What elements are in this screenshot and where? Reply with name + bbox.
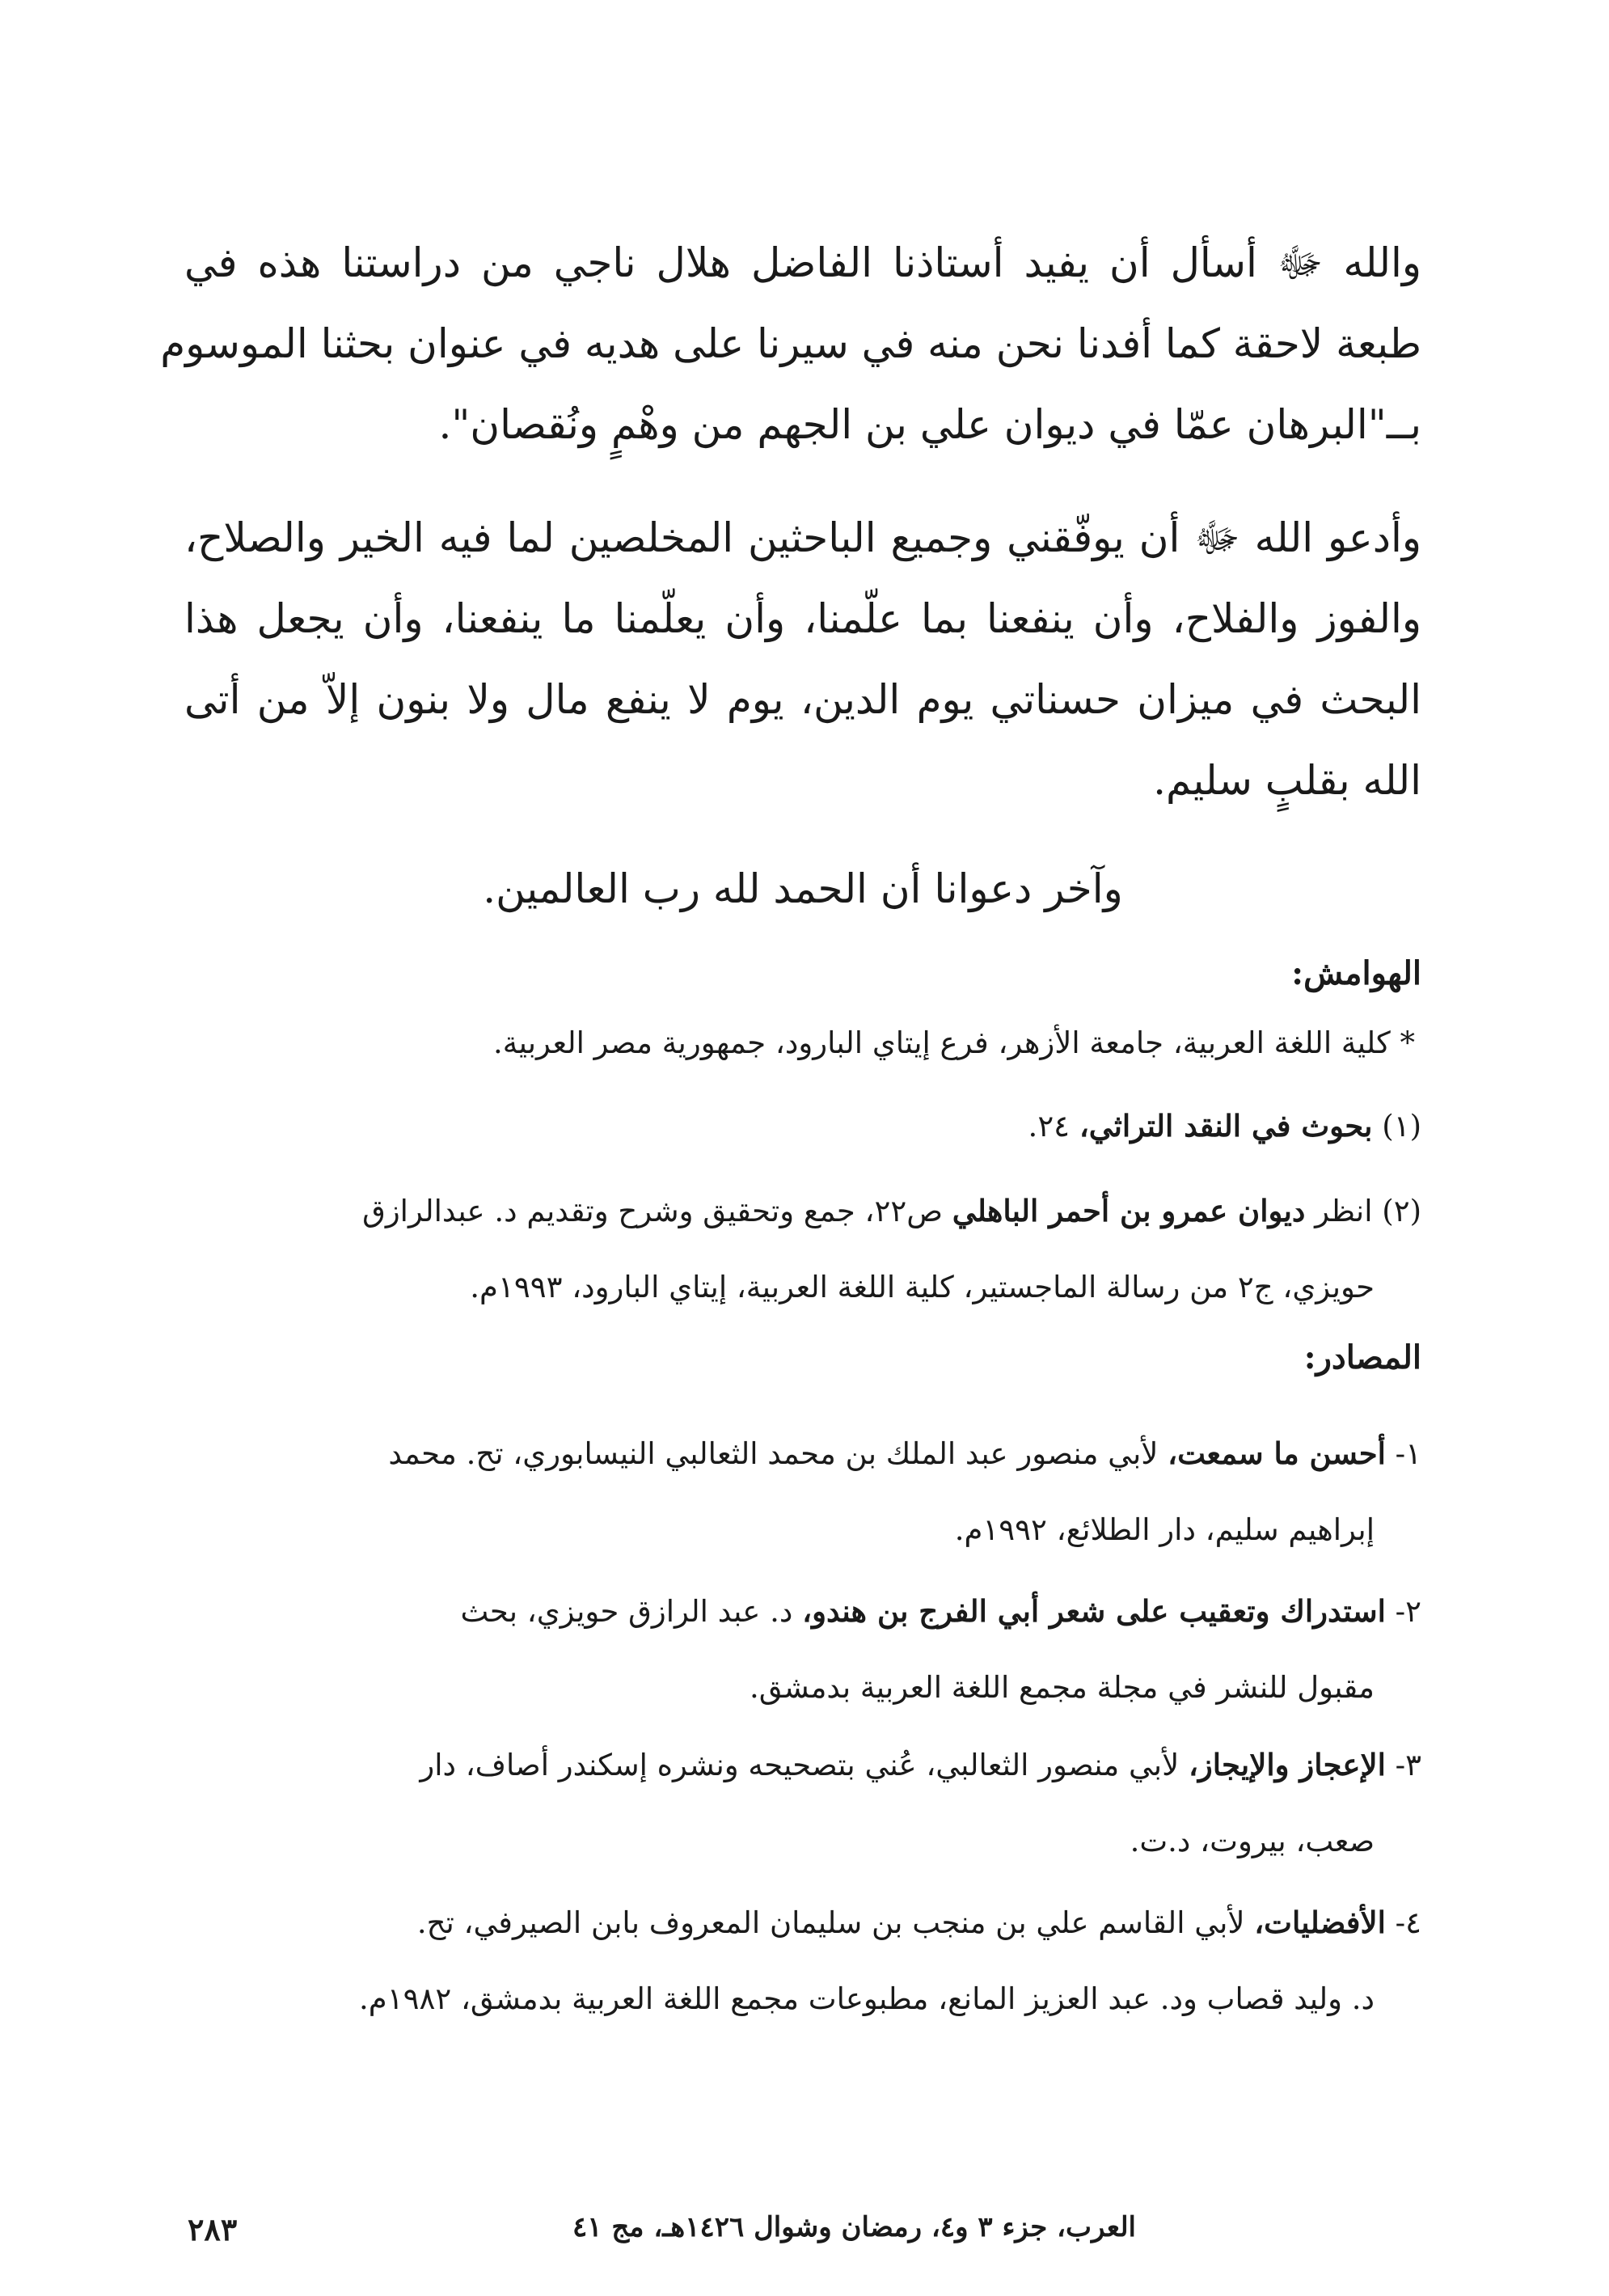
source-1-number: ١- xyxy=(1385,1436,1421,1471)
main-line-2: طبعة لاحقة كما أفدنا نحن منه في سيرنا على هديه في عنوان بحثنا الموسوم xyxy=(160,320,1421,367)
source-item-3 xyxy=(420,1747,1421,1782)
closing-line: وآخر دعوانا أن الحمد لله رب العالمين. xyxy=(483,865,1123,912)
source-2-detail: د. عبد الرازق حويزي، بحث xyxy=(460,1594,803,1629)
source-3-continued: صعب، بيروت، د.ت. xyxy=(1130,1824,1375,1858)
source-3-detail: لأبي منصور الثعالبي، عُني بتصحيحه ونشره إسكندر أصاف، دار xyxy=(420,1748,1189,1782)
source-1-title: أحسن ما سمعت، xyxy=(1168,1436,1386,1471)
source-item-4 xyxy=(417,1905,1421,1940)
note-2-continued: حويزي، ج٢ من رسالة الماجستير، كلية اللغة العربية، إيتاي البارود، ١٩٩٣م. xyxy=(470,1270,1375,1304)
source-4-detail: لأبي القاسم علي بن منجب بن سليمان المعروف بابن الصيرفي، تح. xyxy=(416,1905,1255,1940)
main-line-4: وأدعو الله ﷻ أن يوفّقني وجميع الباحثين المخلصين لما فيه الخير والصلاح، xyxy=(184,514,1421,561)
notes-heading: الهوامش: xyxy=(1291,954,1421,992)
source-item-2 xyxy=(461,1593,1422,1629)
source-1-continued: إبراهيم سليم، دار الطلائع، ١٩٩٢م. xyxy=(954,1512,1375,1547)
source-4-continued: د. وليد قصاب ود. عبد العزيز المانع، مطبوعات مجمع اللغة العربية بدمشق، ١٩٨٢م. xyxy=(359,1981,1375,2016)
note-2 xyxy=(362,1193,1421,1228)
main-line-5: والفوز والفلاح، وأن ينفعنا بما علّمنا، وأن يعلّمنا ما ينفعنا، وأن يجعل هذا xyxy=(184,595,1421,642)
note-star: * كلية اللغة العربية، جامعة الأزهر، فرع إيتاي البارود، جمهورية مصر العربية. xyxy=(493,1025,1415,1060)
sources-heading: المصادر: xyxy=(1303,1338,1421,1376)
source-item-1 xyxy=(388,1436,1421,1471)
main-line-1: والله ﷻ أسأل أن يفيد أستاذنا الفاضل هلال ناجي من دراستنا هذه في xyxy=(184,239,1421,286)
note-1-number: (١) xyxy=(1372,1109,1421,1144)
source-3-number: ٣- xyxy=(1385,1748,1421,1782)
journal-footer: العرب، جزء ٣ و٤، رمضان وشوال ١٤٢٦هـ، مج ٤١ xyxy=(572,2211,1136,2243)
source-2-title: استدراك وتعقيب على شعر أبي الفرج بن هندو، xyxy=(802,1593,1386,1629)
source-2-number: ٢- xyxy=(1385,1594,1421,1629)
page-number: ٢٨٣ xyxy=(188,2211,238,2247)
note-2-title: ديوان عمرو بن أحمر الباهلي xyxy=(952,1193,1306,1228)
note-1-title: بحوث في النقد التراثي، xyxy=(1079,1108,1373,1144)
source-1-detail: لأبي منصور عبد الملك بن محمد الثعالبي النيسابوري، تح. محمد xyxy=(388,1436,1168,1471)
note-2-detail: ص٢٢، جمع وتحقيق وشرح وتقديم د. عبدالرازق xyxy=(362,1194,952,1228)
main-line-3: بــ"البرهان عمّا في ديوان علي بن الجهم من وهْمٍ ونُقصان". xyxy=(438,401,1421,448)
source-4-number: ٤- xyxy=(1385,1905,1421,1940)
source-4-title: الأفضليات، xyxy=(1254,1905,1386,1940)
note-1-page: ٢٤. xyxy=(1028,1109,1079,1144)
main-line-7: الله بقلبٍ سليم. xyxy=(1153,757,1421,804)
source-3-title: الإعجاز والإيجاز، xyxy=(1188,1747,1386,1782)
note-1 xyxy=(1028,1108,1421,1144)
note-2-prefix: (٢) انظر xyxy=(1305,1194,1421,1228)
main-line-6: البحث في ميزان حسناتي يوم الدين، يوم لا ينفع مال ولا بنون إلاّ من أتى xyxy=(184,676,1421,723)
source-2-continued: مقبول للنشر في مجلة مجمع اللغة العربية بدمشق. xyxy=(749,1670,1375,1705)
